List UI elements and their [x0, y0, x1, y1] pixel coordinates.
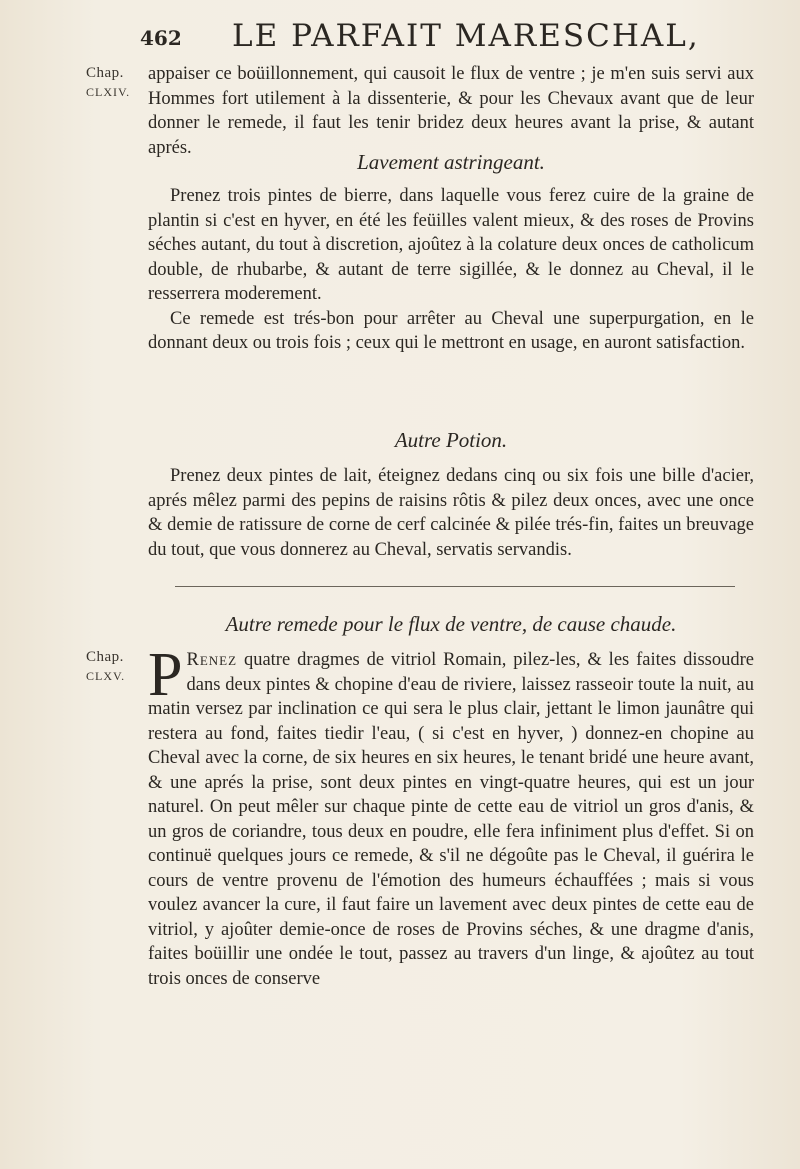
running-head: LE PARFAIT MARESCHAL,	[232, 18, 700, 54]
drop-cap: P	[148, 641, 183, 709]
paragraph-2: Prenez trois pintes de bierre, dans laquelle vous ferez cuire de la graine de plantin si c'est en hyver, en été les feüilles valent mieux, & des roses de Provins séches autant, du tout à discretion, ajoûtez à la colature deux onces de catholicum double, de rhubarbe, & autant de terre sigillée, & le donnez au Cheval, il le resserrera moderement.	[148, 186, 754, 304]
section-lavement	[148, 184, 754, 356]
margin-chap-label: Chap.	[86, 65, 124, 81]
heading-autre-potion: Autre Potion.	[394, 428, 508, 452]
paragraph-4: Prenez deux pintes de lait, éteignez dedans cinq ou six fois une bille d'acier, aprés mêlez parmi des pepins de raisins rôtis & pilez deux onces, avec une once & demie de ratissure de corne de cerf calcinée & pilée trés-fin, faites un breuvage du tout, que vous donnerez au Cheval, servatis servandis.	[148, 466, 754, 560]
margin-note-chapter-165	[86, 648, 146, 686]
paragraph-1: appaiser ce boüillonnement, qui causoit le flux de ventre ; je m'en suis servi aux Hommes fort utilement à la dissenterie, & pour les Chevaux avant que de leur donner le remede, il faut les tenir bridez deux heures avant la prise, & autant aprés.	[148, 64, 754, 158]
page-header	[140, 18, 760, 58]
margin-chap-label: Chap.	[86, 649, 124, 665]
paragraph-5-body: quatre dragmes de vitriol Romain, pilez-les, & les faites dissoudre dans deux pintes & chopine d'eau de riviere, laissez rasseoir toute la nuit, au matin versez par inclination ce qui sera le plus clair, jettant le limon jaunâtre qui restera au fond, faites tiedir l'eau, ( si c'est en hyver, ) donnez-en chopine au Cheval avec la corne, de six heures en six heures, le tenant bridé une heure avant, & une aprés la prise, sont deux pintes en vingt-quatre heures, qui est un jour naturel. On peut mêler sur chaque pinte de cette eau de vitriol un gros d'anis, & un gros de coriandre, tous deux en poudre, elle fera infiniment plus d'effet. Si on continuë quelques jours ce remede, & s'il ne dégoûte pas le Cheval, il guérira le cours de ventre provenu de l'émotion des humeurs échauffées ; mais si vous voulez avancer la cure, il faut faire un lavement avec deux pintes de cette eau de vitriol, y ajoûter demie-once de roses de Provins séches, & une dragme d'anis, faites boüillir une ondée le tout, passez au travers d'un linge, & ajoûtez au tout trois onces de conserve	[148, 650, 754, 989]
section-autre-remede	[148, 641, 754, 991]
margin-chap-number: CLXIV.	[86, 85, 131, 99]
margin-note-chapter-164	[86, 64, 146, 102]
page-number: 462	[140, 26, 182, 50]
paragraph-3: Ce remede est trés-bon pour arrêter au Cheval une superpurgation, en le donnant deux ou trois fois ; ceux qui le mettront en usage, en auront satisfaction.	[148, 308, 754, 353]
heading-autre-remede: Autre remede pour le flux de ventre, de cause chaude.	[225, 612, 677, 636]
paragraph-continuation	[148, 62, 754, 160]
margin-chap-number: CLXV.	[86, 669, 126, 683]
paragraph-5-lead: Renez	[186, 650, 238, 670]
paragraph-5	[148, 641, 754, 991]
heading-lavement: Lavement astringeant.	[357, 150, 545, 174]
section-divider	[175, 586, 735, 587]
section-autre-potion	[148, 464, 754, 562]
